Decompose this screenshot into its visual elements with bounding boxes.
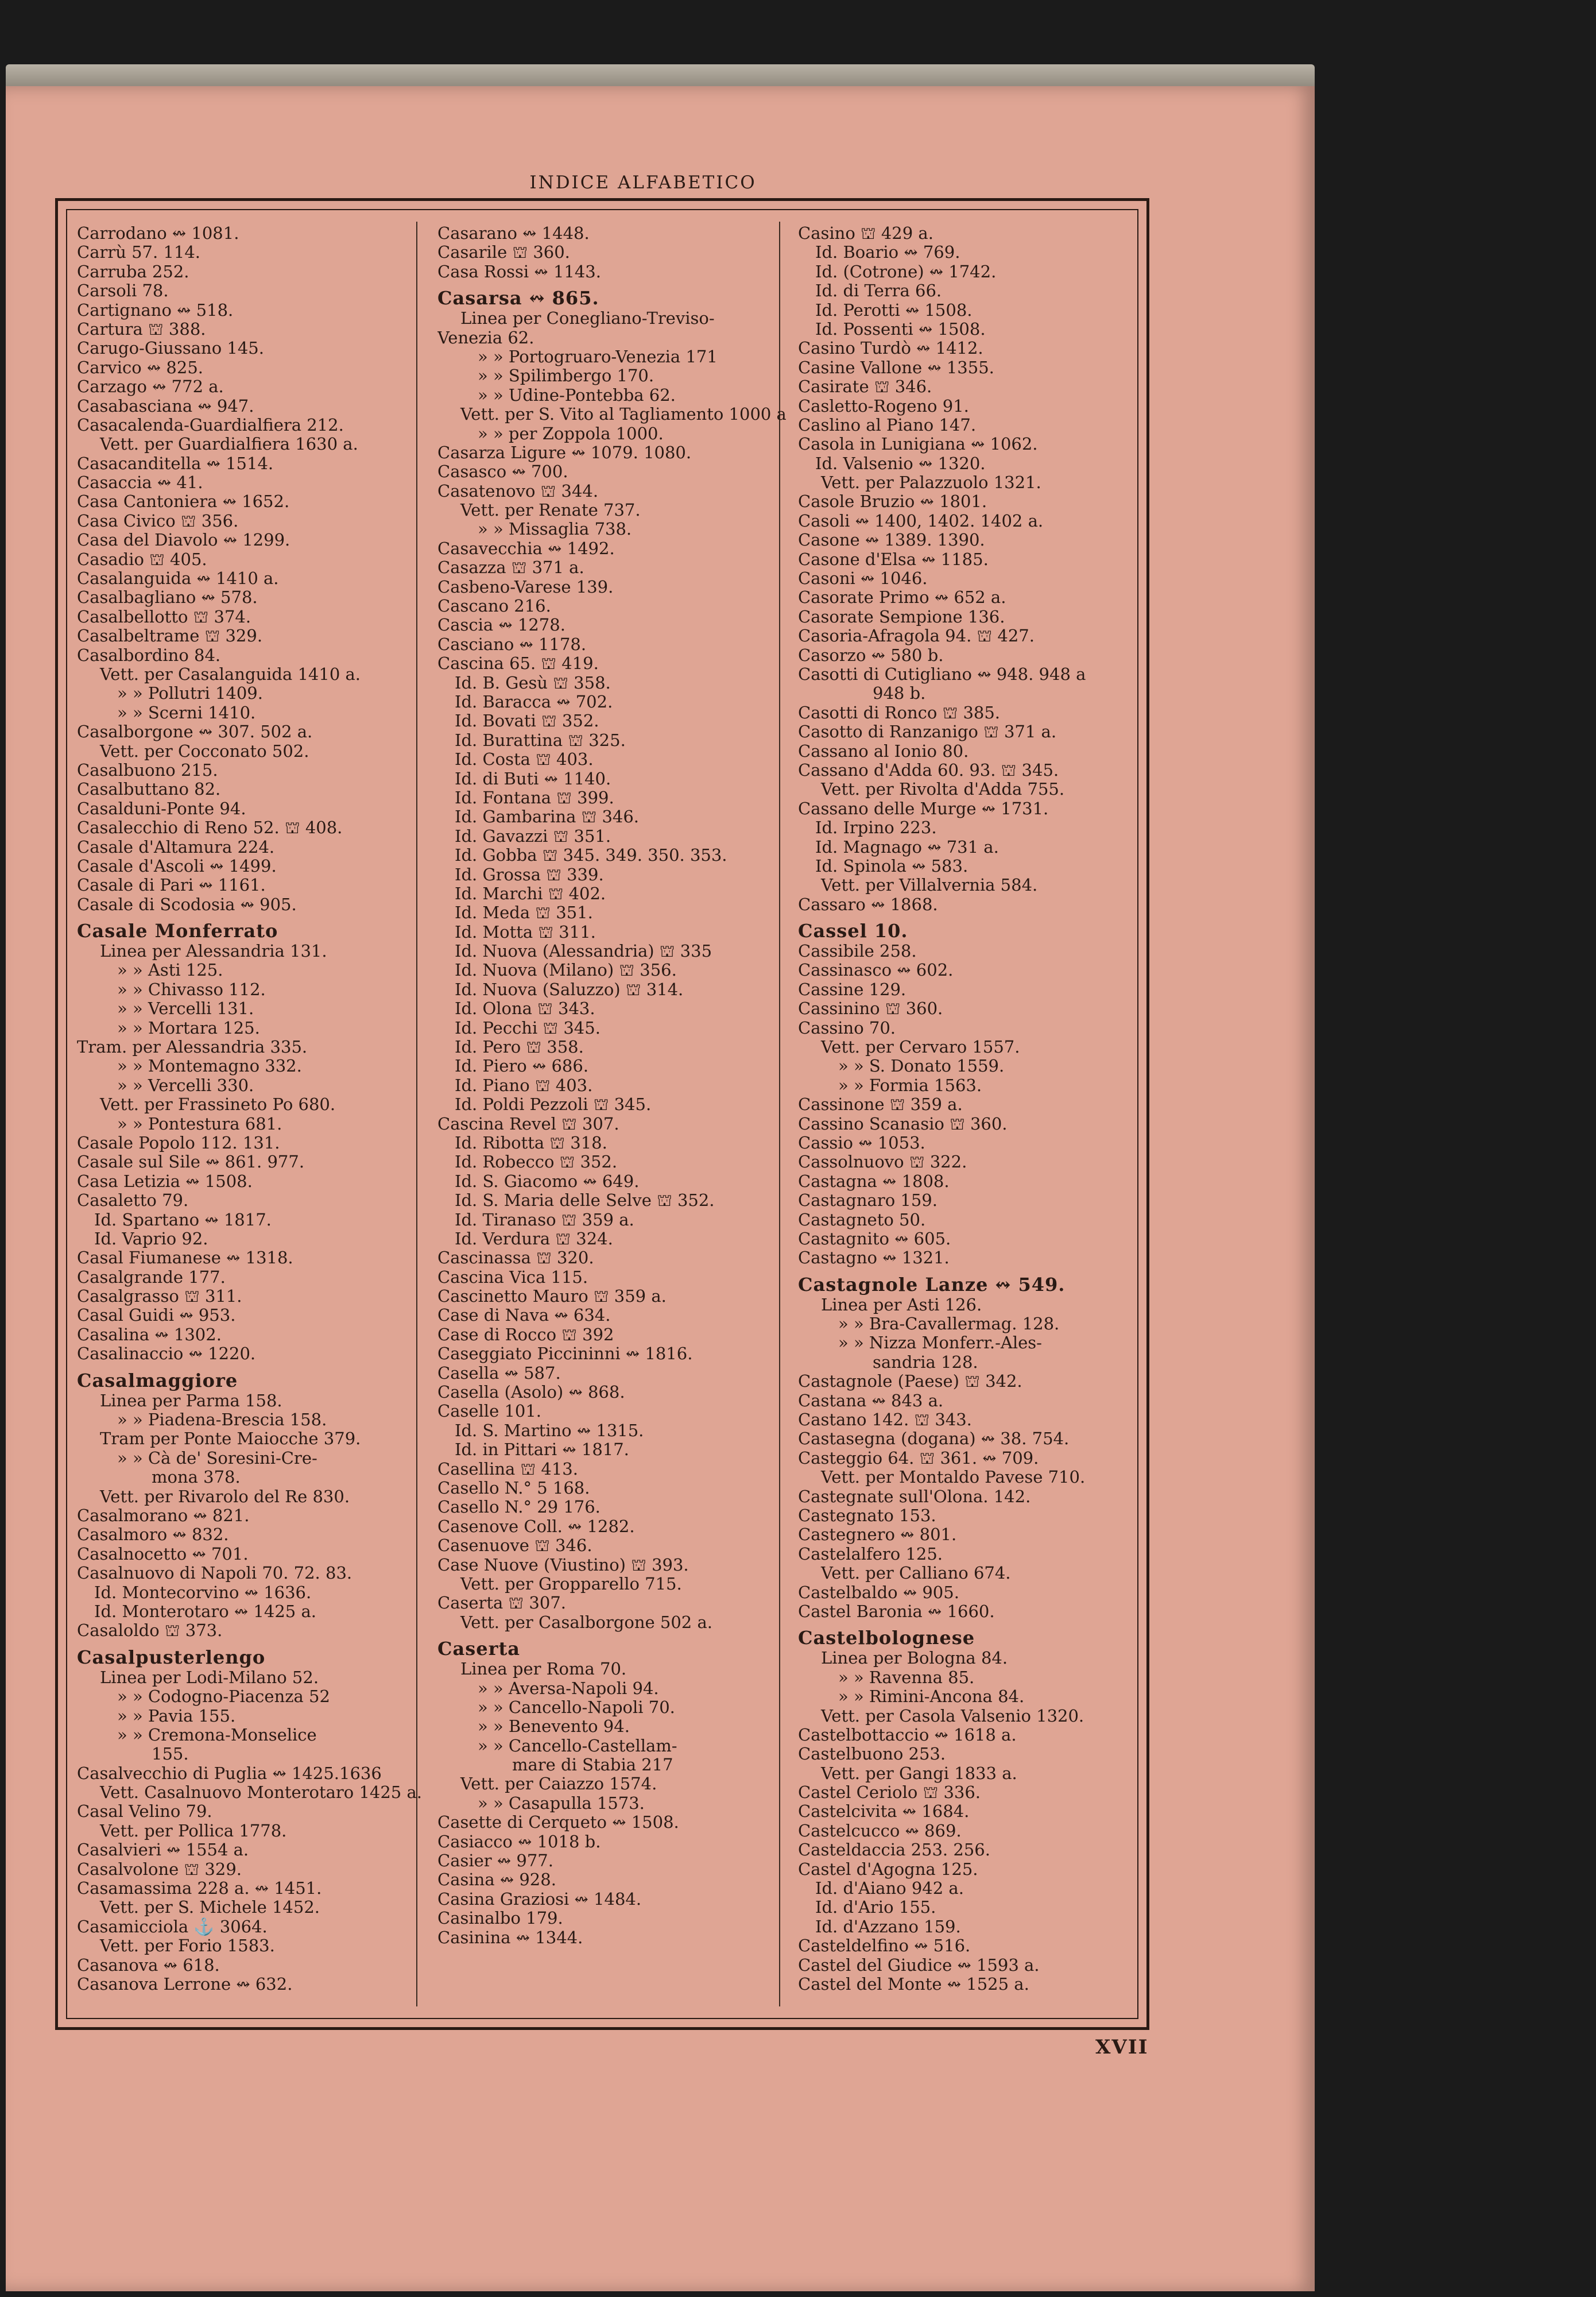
- index-entry: » » Pavia 155.: [117, 1706, 236, 1726]
- index-entry: Vett. per Guardialfiera 1630 a.: [100, 435, 358, 454]
- index-entry: Id. Bovati ⛫ 352.: [455, 711, 599, 731]
- index-entry: Casalbellotto ⛫ 374.: [77, 607, 251, 627]
- index-entry: Id. Monterotaro ↭ 1425 a.: [94, 1602, 316, 1621]
- index-entry: Castegnato 153.: [798, 1506, 936, 1525]
- index-entry: » » Pollutri 1409.: [117, 684, 263, 703]
- index-entry: Casello N.° 5 168.: [437, 1479, 590, 1498]
- index-entry: Castel Ceriolo ⛫ 336.: [798, 1783, 981, 1803]
- index-entry: Id. Verdura ⛫ 324.: [455, 1229, 613, 1248]
- index-entry: Carugo-Giussano 145.: [77, 339, 264, 358]
- index-entry: Cascina Revel ⛫ 307.: [437, 1114, 619, 1134]
- index-entry: Cassaro ↭ 1868.: [798, 895, 938, 914]
- index-entry: Castelbaldo ↭ 905.: [798, 1583, 959, 1602]
- index-entry: Casamicciola ⚓ 3064.: [77, 1917, 268, 1936]
- index-entry: » » Aversa-Napoli 94.: [478, 1679, 659, 1698]
- index-entry: Casalbordino 84.: [77, 645, 221, 665]
- index-entry: Id. Costa ⛫ 403.: [455, 750, 594, 769]
- index-entry: Casier ↭ 977.: [437, 1851, 553, 1871]
- index-entry: Cartignano ↭ 518.: [77, 300, 234, 320]
- index-entry: » » S. Donato 1559.: [838, 1057, 1005, 1076]
- index-entry: » » Missaglia 738.: [478, 520, 632, 539]
- index-entry: Casinina ↭ 1344.: [437, 1928, 583, 1947]
- index-entry: Id. Nuova (Milano) ⛫ 356.: [455, 961, 677, 980]
- index-entry: Casorate Primo ↭ 652 a.: [798, 588, 1006, 608]
- index-entry: mare di Stabia 217: [512, 1755, 673, 1775]
- index-entry: Casa Letizia ↭ 1508.: [77, 1171, 253, 1191]
- index-entry: Id. Tiranaso ⛫ 359 a.: [455, 1210, 634, 1229]
- index-entry: Casoli ↭ 1400, 1402. 1402 a.: [798, 511, 1044, 531]
- index-entry: Id. Piano ⛫ 403.: [455, 1076, 593, 1095]
- index-entry: Castelbolognese: [798, 1627, 975, 1649]
- index-entry: Castegnate sull'Olona. 142.: [798, 1487, 1031, 1506]
- index-entry: Casalbeltrame ⛫ 329.: [77, 627, 263, 646]
- index-entry: » » Ravenna 85.: [838, 1668, 975, 1687]
- index-entry: Castana ↭ 843 a.: [798, 1391, 944, 1410]
- index-entry: Cassel 10.: [798, 920, 908, 942]
- index-entry: Castegnero ↭ 801.: [798, 1525, 957, 1545]
- index-entry: Cartura ⛫ 388.: [77, 319, 206, 339]
- index-column-3: [798, 224, 1153, 2010]
- index-entry: Vett. per Casalanguida 1410 a.: [100, 664, 361, 684]
- index-entry: Id. Poldi Pezzoli ⛫ 345.: [455, 1095, 652, 1115]
- index-entry: Casarano ↭ 1448.: [437, 224, 590, 243]
- index-entry: » » Codogno-Piacenza 52: [117, 1687, 330, 1707]
- index-entry: Vett. per Forio 1583.: [100, 1936, 275, 1956]
- index-entry: Vett. per Renate 737.: [460, 501, 641, 520]
- index-entry: Id. Olona ⛫ 343.: [455, 999, 595, 1019]
- index-entry: Casone d'Elsa ↭ 1185.: [798, 550, 989, 569]
- index-entry: » » Montemagno 332.: [117, 1057, 302, 1076]
- index-entry: Id. di Terra 66.: [815, 281, 942, 301]
- index-entry: » » Portogruaro-Venezia 171: [478, 347, 718, 366]
- index-entry: Casine Vallone ↭ 1355.: [798, 358, 994, 377]
- index-entry: Casina ↭ 928.: [437, 1870, 556, 1890]
- index-entry: Cassino 70.: [798, 1018, 896, 1038]
- index-entry: Id. Motta ⛫ 311.: [455, 922, 596, 942]
- index-entry: Casalnocetto ↭ 701.: [77, 1544, 249, 1564]
- index-entry: » » Casapulla 1573.: [478, 1793, 645, 1813]
- index-entry: Casadio ⛫ 405.: [77, 550, 207, 569]
- index-entry: Id. S. Martino ↭ 1315.: [455, 1421, 644, 1440]
- index-entry: Casalina ↭ 1302.: [77, 1325, 222, 1344]
- index-entry: Castagneto 50.: [798, 1210, 926, 1229]
- index-entry: Id. Spinola ↭ 583.: [815, 856, 969, 876]
- index-entry: Casenuove ⛫ 346.: [437, 1536, 592, 1556]
- index-entry: Casella (Asolo) ↭ 868.: [437, 1383, 625, 1402]
- index-entry: Carsoli 78.: [77, 281, 169, 301]
- index-entry: Id. d'Ario 155.: [815, 1898, 936, 1917]
- index-entry: Caselle 101.: [437, 1402, 542, 1421]
- index-entry: Id. Gavazzi ⛫ 351.: [455, 826, 611, 846]
- index-entry: Linea per Asti 126.: [821, 1295, 982, 1314]
- index-entry: Castagnole (Paese) ⛫ 342.: [798, 1372, 1022, 1391]
- index-entry: Casanova Lerrone ↭ 632.: [77, 1974, 293, 1994]
- index-entry: Castel del Giudice ↭ 1593 a.: [798, 1955, 1040, 1975]
- index-entry: » » Cancello-Napoli 70.: [478, 1697, 675, 1717]
- index-entry: Cassinino ⛫ 360.: [798, 999, 943, 1019]
- index-entry: Casal Velino 79.: [77, 1802, 212, 1822]
- index-entry: » » Benevento 94.: [478, 1717, 630, 1737]
- index-entry: Id. Magnago ↭ 731 a.: [815, 837, 999, 857]
- index-entry: Casalinaccio ↭ 1220.: [77, 1344, 256, 1364]
- index-entry: Casoria-Afragola 94. ⛫ 427.: [798, 627, 1035, 646]
- index-entry: Vett. per Montaldo Pavese 710.: [821, 1468, 1086, 1487]
- index-entry: » » Cancello-Castellam-: [478, 1736, 677, 1755]
- index-entry: Casa Civico ⛫ 356.: [77, 511, 239, 531]
- index-entry: Vett. Casalnuovo Monterotaro 1425 a.: [100, 1783, 422, 1803]
- index-entry: Vett. per Frassineto Po 680.: [100, 1095, 336, 1115]
- index-entry: Case di Rocco ⛫ 392: [437, 1325, 614, 1344]
- index-entry: Carrù 57. 114.: [77, 243, 201, 262]
- index-entry: Id. Grossa ⛫ 339.: [455, 865, 604, 884]
- index-entry: Castelalfero 125.: [798, 1544, 943, 1564]
- index-entry: Casette di Cerqueto ↭ 1508.: [437, 1813, 679, 1832]
- index-entry: Id. Vaprio 92.: [94, 1229, 208, 1248]
- index-entry: Id. S. Maria delle Selve ⛫ 352.: [455, 1191, 715, 1211]
- index-entry: Caslino al Piano 147.: [798, 415, 977, 435]
- index-entry: Id. Piero ↭ 686.: [455, 1057, 589, 1076]
- index-entry: Id. d'Azzano 159.: [815, 1917, 961, 1936]
- index-entry: Casalbagliano ↭ 578.: [77, 588, 258, 608]
- index-entry: Casiacco ↭ 1018 b.: [437, 1832, 601, 1851]
- index-entry: Casorate Sempione 136.: [798, 607, 1005, 627]
- index-entry: Casirate ⛫ 346.: [798, 377, 932, 397]
- index-entry: » » Scerni 1410.: [117, 703, 256, 722]
- index-entry: » » Nizza Monferr.-Ales-: [838, 1333, 1042, 1353]
- index-entry: » » Formia 1563.: [838, 1076, 982, 1095]
- index-entry: Castagnole Lanze ↭ 549.: [798, 1273, 1066, 1296]
- index-entry: Casale di Scodosia ↭ 905.: [77, 895, 297, 914]
- index-entry: Vett. per Gangi 1833 a.: [821, 1764, 1017, 1783]
- index-entry: Casacanditella ↭ 1514.: [77, 454, 274, 473]
- index-entry: Casacalenda-Guardialfiera 212.: [77, 415, 344, 435]
- index-entry: Casazza ⛫ 371 a.: [437, 558, 584, 578]
- index-entry: » » Asti 125.: [117, 961, 223, 980]
- index-entry: Id. Baracca ↭ 702.: [455, 692, 613, 711]
- index-entry: Castelbuono 253.: [798, 1745, 946, 1764]
- index-entry: Cassinasco ↭ 602.: [798, 961, 954, 980]
- index-entry: Casino ⛫ 429 a.: [798, 224, 933, 243]
- index-entry: Cassano d'Adda 60. 93. ⛫ 345.: [798, 760, 1059, 780]
- index-entry: » » Vercelli 330.: [117, 1076, 254, 1095]
- index-entry: Casalduni-Ponte 94.: [77, 799, 246, 818]
- index-entry: Vett. per Palazzuolo 1321.: [821, 473, 1041, 493]
- index-entry: Casotti di Ronco ⛫ 385.: [798, 703, 1001, 722]
- index-entry: Castelcucco ↭ 869.: [798, 1821, 962, 1840]
- index-entry: Id. Ribotta ⛫ 318.: [455, 1133, 607, 1153]
- index-entry: Casal Fiumanese ↭ 1318.: [77, 1248, 293, 1268]
- index-entry: Cascano 216.: [437, 597, 551, 616]
- index-entry: Id. Pero ⛫ 358.: [455, 1038, 584, 1057]
- index-entry: 948 b.: [873, 684, 926, 703]
- index-entry: Casellina ⛫ 413.: [437, 1459, 578, 1479]
- index-entry: Vett. per Calliano 674.: [821, 1564, 1011, 1583]
- index-entry: Casanova ↭ 618.: [77, 1955, 220, 1975]
- index-entry: Vett. per Pollica 1778.: [100, 1821, 287, 1840]
- index-entry: Id. Burattina ⛫ 325.: [455, 730, 626, 750]
- index-entry: Casteldelfino ↭ 516.: [798, 1936, 971, 1956]
- index-entry: Id. Robecco ⛫ 352.: [455, 1153, 618, 1172]
- index-entry: Vett. per S. Michele 1452.: [100, 1898, 320, 1917]
- index-entry: Id. B. Gesù ⛫ 358.: [455, 673, 611, 693]
- page-number: XVII: [1095, 2036, 1149, 2059]
- index-entry: Id. Spartano ↭ 1817.: [94, 1210, 272, 1229]
- index-entry: Cassino Scanasio ⛫ 360.: [798, 1114, 1008, 1134]
- index-entry: Casa Rossi ↭ 1143.: [437, 262, 601, 281]
- index-entry: Caserta ⛫ 307.: [437, 1594, 566, 1613]
- index-entry: Tram. per Alessandria 335.: [77, 1038, 308, 1057]
- index-entry: Casbeno-Varese 139.: [437, 577, 614, 597]
- index-entry: Vett. per Cocconato 502.: [100, 741, 309, 761]
- index-entry: Casalecchio di Reno 52. ⛫ 408.: [77, 818, 343, 838]
- index-entry: Case Nuove (Viustino) ⛫ 393.: [437, 1555, 689, 1575]
- index-entry: Casalbuttano 82.: [77, 780, 221, 799]
- index-entry: Id. Boario ↭ 769.: [815, 243, 960, 262]
- index-column-1: [77, 224, 432, 2010]
- index-entry: Casina Graziosi ↭ 1484.: [437, 1889, 642, 1909]
- index-entry: sandria 128.: [873, 1352, 978, 1372]
- index-entry: Cassano al Ionio 80.: [798, 741, 969, 761]
- index-entry: Casabasciana ↭ 947.: [77, 396, 254, 416]
- index-entry: Casorzo ↭ 580 b.: [798, 645, 944, 665]
- index-entry: Casinalbo 179.: [437, 1909, 563, 1928]
- index-entry: Castagna ↭ 1808.: [798, 1171, 950, 1191]
- index-entry: Id. Nuova (Saluzzo) ⛫ 314.: [455, 980, 684, 999]
- index-entry: Casalgrande 177.: [77, 1267, 226, 1287]
- index-entry: » » Pontestura 681.: [117, 1114, 282, 1134]
- index-entry: Casale Monferrato: [77, 920, 278, 942]
- index-entry: Castano 142. ⛫ 343.: [798, 1410, 972, 1430]
- index-entry: Casalbuono 215.: [77, 760, 218, 780]
- index-entry: Casale sul Sile ↭ 861. 977.: [77, 1153, 305, 1172]
- index-entry: » » Mortara 125.: [117, 1018, 260, 1038]
- index-entry: Tram per Ponte Maiocche 379.: [100, 1429, 361, 1449]
- index-entry: Casamassima 228 a. ↭ 1451.: [77, 1879, 322, 1898]
- index-entry: Id. Gobba ⛫ 345. 349. 350. 353.: [455, 846, 727, 865]
- index-entry: Vett. per Gropparello 715.: [460, 1574, 682, 1594]
- index-entry: Casatenovo ⛫ 344.: [437, 481, 599, 501]
- index-entry: » » Rimini-Ancona 84.: [838, 1687, 1025, 1707]
- index-entry: Cassinone ⛫ 359 a.: [798, 1095, 963, 1115]
- index-entry: Castagnaro 159.: [798, 1191, 938, 1211]
- index-entry: Casino Turdò ↭ 1412.: [798, 339, 983, 358]
- index-entry: Linea per Conegliano-Treviso-: [460, 309, 715, 328]
- index-entry: Id. S. Giacomo ↭ 649.: [455, 1171, 640, 1191]
- index-entry: Id. Fontana ⛫ 399.: [455, 788, 614, 807]
- index-entry: Cassolnuovo ⛫ 322.: [798, 1153, 967, 1172]
- index-entry: Cassano delle Murge ↭ 1731.: [798, 799, 1049, 818]
- index-entry: Casone ↭ 1389. 1390.: [798, 531, 985, 550]
- index-entry: Linea per Alessandria 131.: [100, 942, 327, 961]
- index-entry: Id. Meda ⛫ 351.: [455, 903, 593, 923]
- index-entry: Casalvieri ↭ 1554 a.: [77, 1840, 249, 1860]
- index-entry: » » Udine-Pontebba 62.: [478, 385, 676, 405]
- index-entry: Casaletto 79.: [77, 1191, 189, 1211]
- index-entry: Casole Bruzio ↭ 1801.: [798, 492, 987, 512]
- index-entry: Casalmoro ↭ 832.: [77, 1525, 229, 1545]
- index-entry: Caserta: [437, 1638, 520, 1660]
- index-entry: Id. Marchi ⛫ 402.: [455, 884, 606, 903]
- index-entry: Carruba 252.: [77, 262, 189, 281]
- index-entry: Casarsa ↭ 865.: [437, 287, 599, 310]
- index-entry: Castasegna (dogana) ↭ 38. 754.: [798, 1429, 1070, 1449]
- index-entry: Venezia 62.: [437, 328, 534, 347]
- index-entry: Cassio ↭ 1053.: [798, 1133, 925, 1153]
- page-header: INDICE ALFABETICO: [529, 172, 757, 193]
- index-entry: Casarile ⛫ 360.: [437, 243, 570, 262]
- index-entry: Casalmorano ↭ 821.: [77, 1506, 250, 1525]
- index-entry: Casoni ↭ 1046.: [798, 569, 928, 589]
- index-entry: Id. Montecorvino ↭ 1636.: [94, 1583, 312, 1602]
- index-entry: » » Spilimbergo 170.: [478, 366, 654, 386]
- index-entry: Cascina 65. ⛫ 419.: [437, 654, 599, 674]
- index-entry: Casciano ↭ 1178.: [437, 635, 587, 654]
- index-entry: » » Chivasso 112.: [117, 980, 266, 999]
- index-entry: Cassibile 258.: [798, 942, 917, 961]
- index-entry: Casenove Coll. ↭ 1282.: [437, 1517, 635, 1536]
- index-entry: Id. Perotti ↭ 1508.: [815, 300, 973, 320]
- index-entry: Casletto-Rogeno 91.: [798, 396, 969, 416]
- index-entry: Id. Valsenio ↭ 1320.: [815, 454, 986, 473]
- index-entry: Castelcivita ↭ 1684.: [798, 1802, 970, 1822]
- index-column-2: [437, 224, 792, 2010]
- index-entry: Casola in Lunigiana ↭ 1062.: [798, 435, 1038, 454]
- index-entry: Carrodano ↭ 1081.: [77, 224, 239, 243]
- index-entry: Casasco ↭ 700.: [437, 462, 568, 482]
- index-entry: Casaccia ↭ 41.: [77, 473, 203, 493]
- index-entry: Casotti di Cutigliano ↭ 948. 948 a: [798, 664, 1086, 684]
- index-entry: Casteggio 64. ⛫ 361. ↭ 709.: [798, 1448, 1039, 1468]
- index-entry: Id. di Buti ↭ 1140.: [455, 769, 611, 788]
- index-entry: Vett. per Casalborgone 502 a.: [460, 1612, 712, 1632]
- index-entry: Id. Nuova (Alessandria) ⛫ 335: [455, 942, 712, 961]
- index-entry: Vett. per S. Vito al Tagliamento 1000 a: [460, 405, 787, 424]
- index-entry: Case di Nava ↭ 634.: [437, 1306, 611, 1325]
- index-entry: Cascina Vica 115.: [437, 1267, 588, 1287]
- index-entry: Vett. per Rivolta d'Adda 755.: [821, 780, 1065, 799]
- index-entry: Casarza Ligure ↭ 1079. 1080.: [437, 443, 692, 462]
- index-entry: 155.: [152, 1745, 189, 1764]
- index-entry: » » per Zoppola 1000.: [478, 424, 664, 443]
- index-entry: Vett. per Casola Valsenio 1320.: [821, 1706, 1084, 1726]
- index-entry: Id. Possenti ↭ 1508.: [815, 319, 986, 339]
- index-entry: Linea per Bologna 84.: [821, 1649, 1008, 1668]
- index-entry: Caseggiato Piccininni ↭ 1816.: [437, 1344, 693, 1364]
- index-entry: » » Cà de' Soresini-Cre-: [117, 1448, 317, 1468]
- index-entry: Casalvecchio di Puglia ↭ 1425.1636: [77, 1764, 382, 1783]
- index-entry: Casalanguida ↭ 1410 a.: [77, 569, 279, 589]
- index-entry: Id. Pecchi ⛫ 345.: [455, 1018, 601, 1038]
- index-entry: Casotto di Ranzanigo ⛫ 371 a.: [798, 722, 1057, 742]
- index-entry: Casale di Pari ↭ 1161.: [77, 876, 266, 895]
- index-entry: Casalborgone ↭ 307. 502 a.: [77, 722, 313, 742]
- index-entry: Casaloldo ⛫ 373.: [77, 1621, 223, 1641]
- index-entry: » » Bra-Cavallermag. 128.: [838, 1314, 1060, 1334]
- index-entry: Castel Baronia ↭ 1660.: [798, 1602, 995, 1621]
- index-entry: Id. in Pittari ↭ 1817.: [455, 1440, 629, 1460]
- index-entry: Casal Guidi ↭ 953.: [77, 1306, 236, 1325]
- index-entry: Casalgrasso ⛫ 311.: [77, 1287, 242, 1306]
- index-entry: Id. Irpino 223.: [815, 818, 937, 838]
- index-entry: Linea per Parma 158.: [100, 1391, 282, 1410]
- index-entry: Carzago ↭ 772 a.: [77, 377, 224, 397]
- index-entry: Id. (Cotrone) ↭ 1742.: [815, 262, 997, 281]
- index-entry: Casale Popolo 112. 131.: [77, 1133, 280, 1153]
- index-entry: Casale d'Ascoli ↭ 1499.: [77, 856, 277, 876]
- index-entry: » » Vercelli 131.: [117, 999, 254, 1019]
- index-entry: » » Piadena-Brescia 158.: [117, 1410, 327, 1430]
- index-entry: Casello N.° 29 176.: [437, 1498, 601, 1517]
- index-entry: Vett. per Rivarolo del Re 830.: [100, 1487, 350, 1506]
- index-entry: Casalnuovo di Napoli 70. 72. 83.: [77, 1564, 352, 1583]
- index-entry: Casella ↭ 587.: [437, 1363, 561, 1383]
- index-entry: Cascinassa ⛫ 320.: [437, 1248, 594, 1268]
- index-entry: Cascia ↭ 1278.: [437, 616, 565, 635]
- index-entry: Castel d'Agogna 125.: [798, 1859, 978, 1879]
- index-entry: mona 378.: [152, 1468, 241, 1487]
- index-entry: Id. d'Aiano 942 a.: [815, 1879, 964, 1898]
- index-entry: Linea per Roma 70.: [460, 1660, 627, 1679]
- index-entry: Casteldaccia 253. 256.: [798, 1840, 990, 1860]
- index-entry: Casale d'Altamura 224.: [77, 837, 275, 857]
- index-entry: Casalmaggiore: [77, 1369, 238, 1391]
- index-entry: Castagnito ↭ 605.: [798, 1229, 951, 1248]
- index-entry: Casa Cantoniera ↭ 1652.: [77, 492, 290, 512]
- index-entry: Vett. per Cervaro 1557.: [821, 1038, 1020, 1057]
- index-entry: » » Cremona-Monselice: [117, 1725, 317, 1745]
- index-entry: Cassine 129.: [798, 980, 907, 999]
- index-entry: Cascinetto Mauro ⛫ 359 a.: [437, 1287, 667, 1306]
- index-entry: Castelbottaccio ↭ 1618 a.: [798, 1725, 1017, 1745]
- index-entry: Linea per Lodi-Milano 52.: [100, 1668, 319, 1687]
- index-entry: Castel del Monte ↭ 1525 a.: [798, 1974, 1029, 1994]
- index-entry: Carvico ↭ 825.: [77, 358, 204, 377]
- index-entry: Casalpusterlengo: [77, 1646, 266, 1668]
- index-entry: Casa del Diavolo ↭ 1299.: [77, 531, 290, 550]
- index-entry: Vett. per Villalvernia 584.: [821, 876, 1038, 895]
- index-entry: Vett. per Caiazzo 1574.: [460, 1774, 657, 1794]
- index-entry: Casalvolone ⛫ 329.: [77, 1859, 242, 1879]
- index-entry: Casavecchia ↭ 1492.: [437, 539, 615, 558]
- index-entry: Id. Gambarina ⛫ 346.: [455, 807, 640, 827]
- index-entry: Castagno ↭ 1321.: [798, 1248, 950, 1268]
